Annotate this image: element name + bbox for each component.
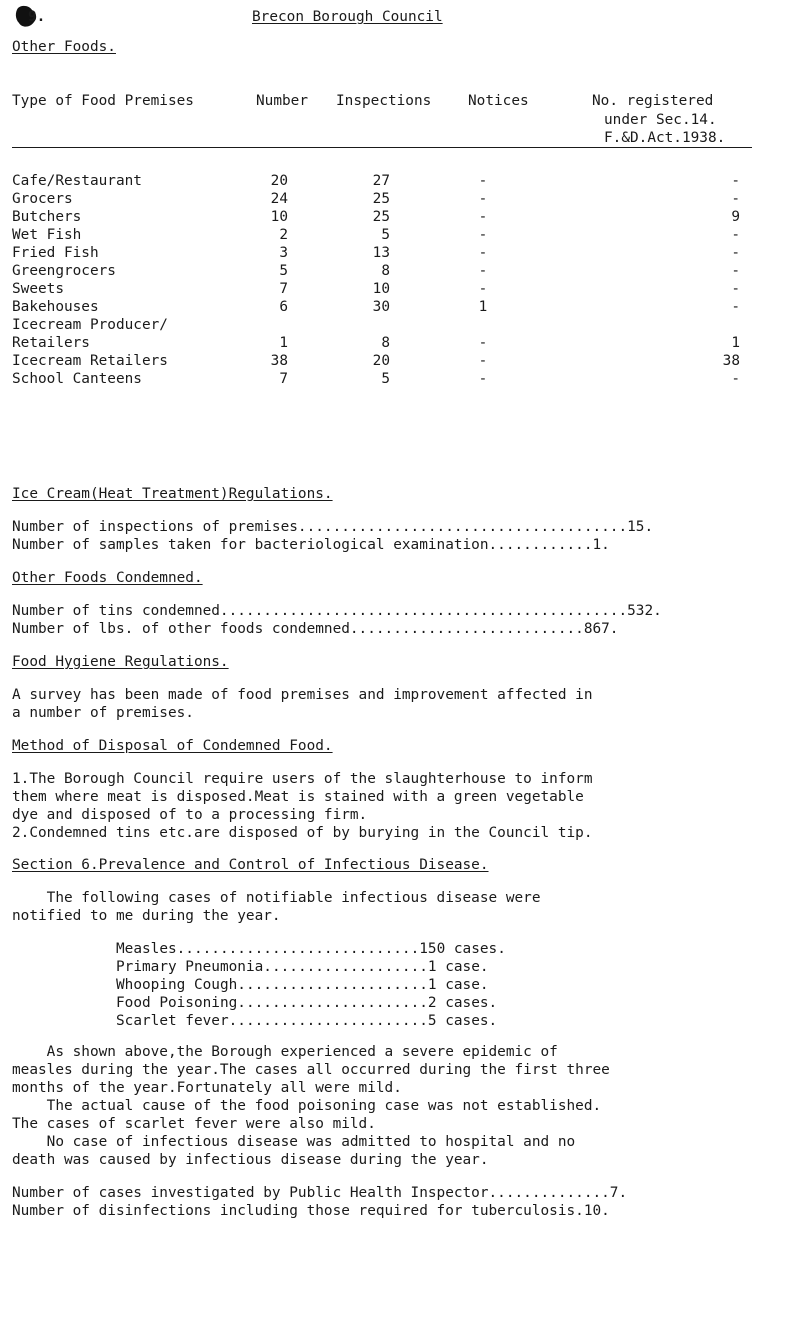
- disposal-line-4: 2.Condemned tins etc.are disposed of by burying in the Council tip.: [12, 825, 593, 841]
- cell-inspections: 8: [381, 335, 390, 351]
- section-heading-condemned: Other Foods Condemned.: [12, 570, 203, 586]
- cell-number: 10: [270, 209, 288, 225]
- disposal-line-2: them where meat is disposed.Meat is stained with a green vegetable: [12, 789, 584, 805]
- hygiene-line-1: A survey has been made of food premises and improvement affected in: [12, 687, 593, 703]
- section6-para-2: measles during the year.The cases all occurred during the first three: [12, 1062, 610, 1078]
- section-heading-other-foods: Other Foods.: [12, 39, 116, 55]
- table-row: [0, 190, 800, 208]
- cell-registered: -: [731, 191, 740, 207]
- cell-inspections: 30: [372, 299, 390, 315]
- cell-type: Bakehouses: [12, 299, 99, 315]
- cell-registered: 1: [731, 335, 740, 351]
- cell-notices: -: [478, 173, 488, 189]
- cell-number: 1: [279, 335, 288, 351]
- cell-registered: -: [731, 227, 740, 243]
- cell-type: Grocers: [12, 191, 73, 207]
- cell-type: Icecream Producer/: [12, 317, 168, 333]
- table-header-registered-2: under Sec.14.: [604, 112, 717, 128]
- cell-inspections: 10: [372, 281, 390, 297]
- cell-notices: -: [478, 209, 488, 225]
- table-row: [0, 352, 800, 370]
- cell-registered: -: [731, 245, 740, 261]
- section6-intro-1: The following cases of notifiable infectious disease were: [12, 890, 541, 906]
- cell-number: 2: [279, 227, 288, 243]
- disposal-line-3: dye and disposed of to a processing firm.: [12, 807, 368, 823]
- cell-registered: -: [731, 281, 740, 297]
- table-row: [0, 208, 800, 226]
- disease-list-item: Primary Pneumonia...................1 case.: [116, 959, 489, 975]
- section-heading-ice-cream: Ice Cream(Heat Treatment)Regulations.: [12, 486, 333, 502]
- cell-notices: 1: [478, 299, 488, 315]
- cell-number: 38: [270, 353, 288, 369]
- section-heading-disposal: Method of Disposal of Condemned Food.: [12, 738, 333, 754]
- section-heading-hygiene: Food Hygiene Regulations.: [12, 654, 229, 670]
- table-row: [0, 172, 800, 190]
- cell-registered: -: [731, 173, 740, 189]
- cell-registered: -: [731, 299, 740, 315]
- cell-type: Wet Fish: [12, 227, 82, 243]
- section6-para-4: The actual cause of the food poisoning case was not established.: [12, 1098, 602, 1114]
- cell-notices: -: [478, 263, 488, 279]
- cell-type: Retailers: [12, 335, 90, 351]
- section6-final-1: Number of cases investigated by Public Health Inspector..............7.: [12, 1185, 628, 1201]
- cell-notices: -: [478, 371, 488, 387]
- cell-inspections: 5: [381, 227, 390, 243]
- table-row: [0, 370, 800, 388]
- cell-notices: -: [478, 245, 488, 261]
- table-header-registered-1: No. registered: [592, 93, 714, 109]
- section-heading-infectious-disease: Section 6.Prevalence and Control of Infectious Disease.: [12, 857, 489, 873]
- section6-intro-2: notified to me during the year.: [12, 908, 281, 924]
- cell-registered: 9: [731, 209, 740, 225]
- cell-registered: -: [731, 263, 740, 279]
- cell-notices: -: [478, 353, 488, 369]
- disease-list-item: Scarlet fever.......................5 cases.: [116, 1013, 498, 1029]
- cell-inspections: 25: [372, 209, 390, 225]
- ice-cream-line-2: Number of samples taken for bacteriological examination............1.: [12, 537, 610, 553]
- table-row: [0, 298, 800, 316]
- cell-inspections: 13: [372, 245, 390, 261]
- section6-para-5: The cases of scarlet fever were also mild.: [12, 1116, 376, 1132]
- table-row: [0, 334, 800, 352]
- table-row: [0, 280, 800, 298]
- cell-number: 20: [270, 173, 288, 189]
- header-title: Brecon Borough Council: [252, 9, 443, 25]
- cell-type: Butchers: [12, 209, 82, 225]
- table-header-type: Type of Food Premises: [12, 93, 194, 109]
- cell-registered: 38: [722, 353, 740, 369]
- ice-cream-line-1: Number of inspections of premises......................................15.: [12, 519, 654, 535]
- cell-inspections: 5: [381, 371, 390, 387]
- cell-type: Cafe/Restaurant: [12, 173, 142, 189]
- disposal-line-1: 1.The Borough Council require users of the slaughterhouse to inform: [12, 771, 593, 787]
- cell-inspections: 27: [372, 173, 390, 189]
- table-row: [0, 316, 800, 334]
- table-header-registered-3: F.&D.Act.1938.: [604, 130, 726, 146]
- table-row: [0, 262, 800, 280]
- condemned-line-1: Number of tins condemned...............................................532.: [12, 603, 662, 619]
- table-row: [0, 244, 800, 262]
- cell-type: Icecream Retailers: [12, 353, 168, 369]
- cell-inspections: 25: [372, 191, 390, 207]
- cell-registered: -: [731, 371, 740, 387]
- cell-number: 7: [279, 371, 288, 387]
- cell-notices: -: [478, 281, 488, 297]
- cell-number: 3: [279, 245, 288, 261]
- cell-number: 6: [279, 299, 288, 315]
- cell-inspections: 8: [381, 263, 390, 279]
- cell-notices: -: [478, 227, 488, 243]
- section6-para-6: No case of infectious disease was admitted to hospital and no: [12, 1134, 576, 1150]
- disease-list-item: Whooping Cough......................1 case.: [116, 977, 489, 993]
- cell-notices: -: [478, 191, 488, 207]
- cell-type: Fried Fish: [12, 245, 99, 261]
- page-number: 9.: [28, 9, 46, 25]
- cell-number: 5: [279, 263, 288, 279]
- table-header-notices: Notices: [468, 93, 529, 109]
- section6-para-3: months of the year.Fortunately all were mild.: [12, 1080, 402, 1096]
- table-header-rule: [12, 147, 752, 148]
- cell-number: 7: [279, 281, 288, 297]
- cell-type: Sweets: [12, 281, 64, 297]
- cell-inspections: 20: [372, 353, 390, 369]
- cell-number: 24: [270, 191, 288, 207]
- cell-type: School Canteens: [12, 371, 142, 387]
- section6-para-7: death was caused by infectious disease during the year.: [12, 1152, 489, 1168]
- section6-final-2: Number of disinfections including those required for tuberculosis.10.: [12, 1203, 610, 1219]
- table-header-number: Number: [256, 93, 308, 109]
- cell-type: Greengrocers: [12, 263, 116, 279]
- table-row: [0, 226, 800, 244]
- hygiene-line-2: a number of premises.: [12, 705, 194, 721]
- disease-list-item: Measles............................150 cases.: [116, 941, 506, 957]
- cell-notices: -: [478, 335, 488, 351]
- section6-para-1: As shown above,the Borough experienced a severe epidemic of: [12, 1044, 558, 1060]
- table-header-inspections: Inspections: [336, 93, 432, 109]
- disease-list-item: Food Poisoning......................2 cases.: [116, 995, 498, 1011]
- condemned-line-2: Number of lbs. of other foods condemned...........................867.: [12, 621, 619, 637]
